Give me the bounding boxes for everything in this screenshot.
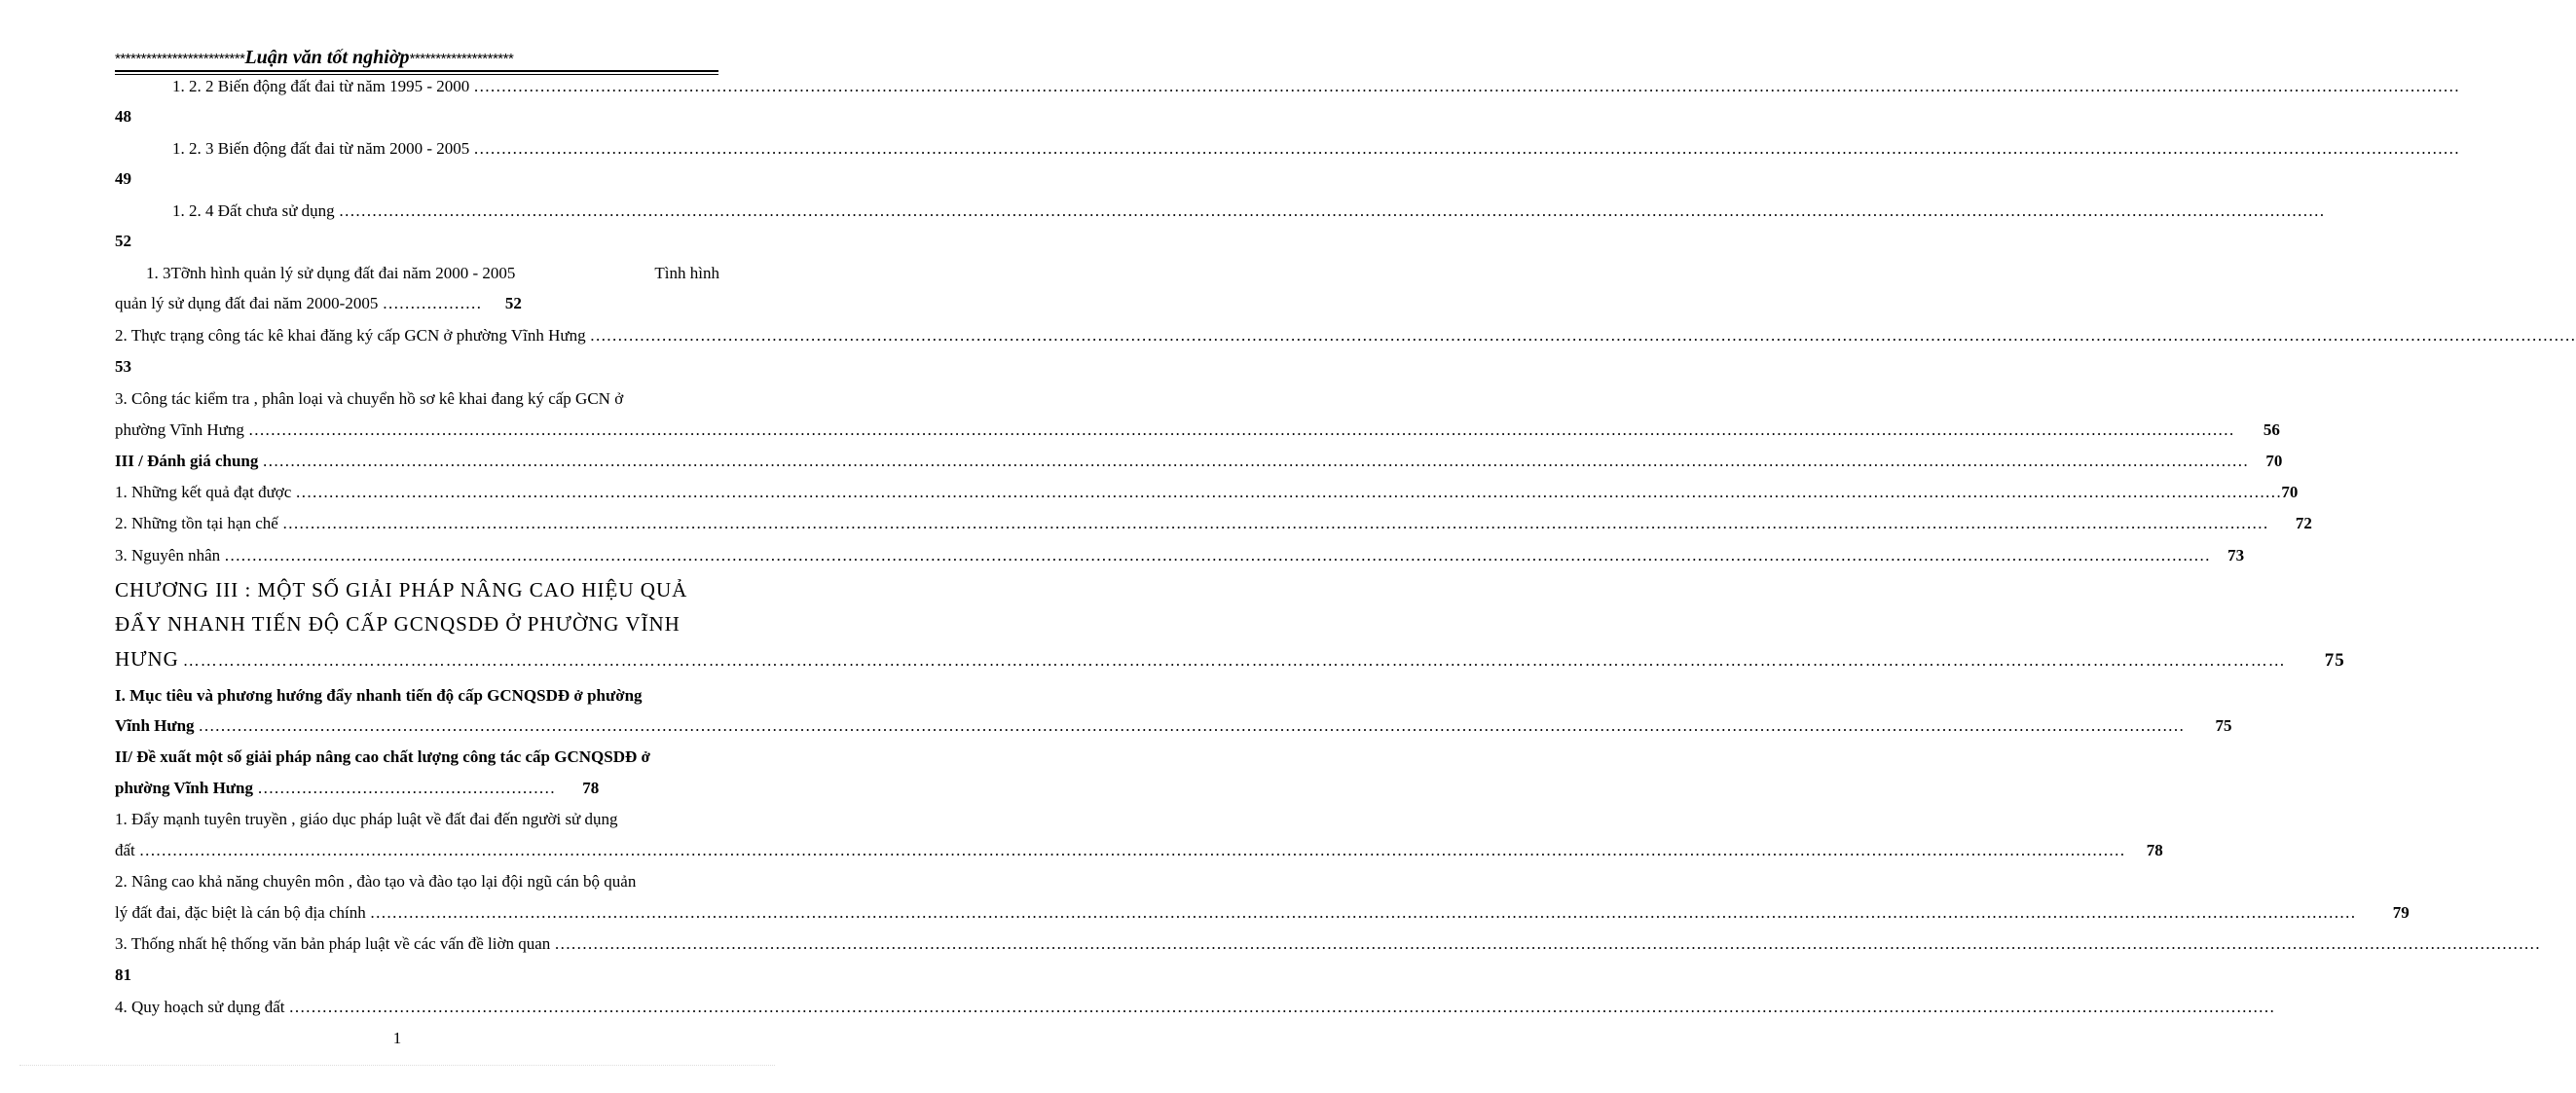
toc-entry[interactable]	[115, 511, 2312, 536]
toc-page: 78	[582, 779, 600, 797]
toc-leader: ………………………………………………………………………………………………………………………………………………………………………………………………………………………………………………………………………………………………………………………………	[295, 483, 2282, 501]
toc-page: 52	[504, 294, 522, 312]
header-stars-left: *************************	[115, 51, 245, 67]
toc-entry-text: III / Đánh giá chung	[115, 452, 259, 470]
toc-entry-text: 2. Những tồn tại hạn chế	[115, 514, 278, 532]
toc-entry-text: 3. Thống nhất hệ thống văn bản pháp luật về các vấn đề liờn quan	[115, 934, 551, 953]
toc-page: 75	[2215, 716, 2232, 735]
toc-leader: ………………………………………………………………………………………………………………………………………………………………………………………………………………………………………………………………………………………………………………………………	[182, 651, 2286, 670]
toc-entry-text-right: Tình hình	[654, 264, 719, 282]
toc-entry-cont[interactable]	[115, 713, 2232, 739]
toc-entry-text: 1. 2. 3 Biến động đất đai từ năm 2000 - 2005	[172, 139, 470, 158]
toc-entry-text: 1. Những kết quả đạt được	[115, 483, 292, 501]
toc-entry-text: đất	[115, 841, 135, 859]
toc-leader: ………………………………………………………………………………………………………………………………………………………………………………………………………………………………………………………………………………………………………………………………	[554, 934, 2541, 953]
toc-entry[interactable]	[115, 323, 2576, 348]
toc-leader: ………………………………………………………………………………………………………………………………………………………………………………………………………………………………………………………………………………………………………………………………	[247, 420, 2234, 439]
chapter-heading[interactable]: CHƯƠNG III : MỘT SỐ GIẢI PHÁP NÂNG CAO HIỆU QUẢ	[115, 578, 688, 601]
toc-entry[interactable]	[146, 261, 719, 286]
toc-entry-text: 2. Thực trạng công tác kê khai đăng ký cấp GCN ở phường Vĩnh Hưng	[115, 326, 586, 345]
toc-page: 48	[115, 107, 131, 126]
toc-leader: ………………………………………………………………………………………………………………………………………………………………………………………………………………………………………………………………………………………………………………………………	[473, 77, 2460, 95]
toc-entry-text: quản lý sử dụng đất đai năm 2000-2005	[115, 294, 379, 312]
toc-leader: ………………………………………………………………………………………………………………………………………………………………………………………………………………………………………………………………………………………………………………………………	[224, 546, 2211, 565]
toc-entry[interactable]	[115, 480, 2299, 505]
toc-page: 53	[115, 357, 131, 376]
toc-page: 70	[2265, 452, 2283, 470]
chapter-heading-cont[interactable]	[115, 643, 2345, 674]
toc-entry-text: lý đất đai, đặc biệt là cán bộ địa chính	[115, 903, 366, 922]
toc-leader: ………………………………………………………………………………………………………………………………………………………………………………………………………………………………………………………………………………………………………………………………	[198, 716, 2185, 735]
toc-entry-text: 1. 2. 4 Đất chưa sử dụng	[172, 201, 335, 220]
toc-page: 78	[2146, 841, 2163, 859]
toc-leader: ………………………………………………………………………………………………………………………………………………………………………………………………………………………………………………………………………………………………………………………………	[288, 998, 2275, 1016]
toc-entry-cont[interactable]	[115, 291, 572, 316]
toc-page: 81	[115, 965, 131, 984]
toc-page: 49	[115, 169, 131, 188]
running-header	[115, 47, 718, 68]
toc-entry[interactable]: 2. Nâng cao khả năng chuyên môn , đào tạo và đào tạo lại đội ngũ cán bộ quản	[115, 872, 637, 891]
chapter-heading-cont[interactable]: ĐẨY NHANH TIẾN ĐỘ CẤP GCNQSDĐ Ở PHƯỜNG VĨNH	[115, 612, 681, 636]
toc-leader: ………………………………………………………………………………………………………………………………………………………………………………………………………………………………………………………………………………………………………………………………	[262, 452, 2249, 470]
toc-entry[interactable]: 1. Đẩy mạnh tuyên truyền , giáo dục pháp luật về đất đai đến người sử dụng	[115, 810, 618, 828]
toc-entry[interactable]	[172, 199, 2325, 224]
toc-page: 79	[2392, 903, 2410, 922]
toc-page: 52	[115, 232, 131, 250]
header-stars-right: ********************	[409, 51, 514, 67]
toc-leader: ………………………………………………………………………………………………………………………………………………………………………………………………………………………………………………………………………………………………………………………………	[281, 514, 2268, 532]
toc-leader: ………………………………………………………………………………………………………………………………………………………………………………………………………………………………………………………………………………………………………………………………	[473, 139, 2460, 158]
toc-leader: ………………………………………………………………………………………………………………………………………………………………………………………………………………………………………………………………………………………………………………………………	[138, 841, 2125, 859]
toc-leader: ………………………………………………………………………………………………………………………………………………………………………………………………………………………………………………………………………………………………………………………………	[589, 326, 2576, 345]
toc-entry-cont[interactable]	[115, 418, 2280, 443]
toc-entry-cont[interactable]	[115, 838, 2163, 863]
toc-page: 73	[2227, 546, 2245, 565]
toc-entry[interactable]	[115, 449, 2283, 474]
toc-entry-text: 4. Quy hoạch sử dụng đất	[115, 998, 285, 1016]
toc-entry-cont[interactable]	[115, 900, 2410, 926]
toc-entry-text: phường Vĩnh Hưng	[115, 420, 244, 439]
toc-entry[interactable]	[115, 995, 2275, 1020]
toc-leader: ………………………………………………………………………………………………………………………………………………………………………………………………………………………………………………………………………………………………………………………………	[369, 903, 2356, 922]
toc-leader: ………………………………………………	[252, 779, 556, 797]
toc-leader: ………………………………………………………………………………………………………………………………………………………………………………………………………………………………………………………………………………………………………………………………	[338, 201, 2325, 220]
toc-entry[interactable]	[172, 136, 2460, 162]
toc-entry-text: 1. 2. 2 Biến động đất đai từ năm 1995 - 2000	[172, 77, 470, 95]
toc-entry[interactable]: II/ Đề xuất một số giải pháp nâng cao chất lượng công tác cấp GCNQSDĐ ở	[115, 747, 650, 766]
page-bottom-edge	[19, 1065, 775, 1066]
toc-leader: ………………	[378, 294, 486, 312]
toc-page: 72	[2295, 514, 2312, 532]
header-title: Luận văn tốt nghiờp	[244, 47, 410, 68]
toc-entry[interactable]: 3. Công tác kiểm tra , phân loại và chuyển hồ sơ kê khai đang ký cấp GCN ở	[115, 389, 624, 408]
toc-entry[interactable]	[172, 74, 2460, 99]
toc-page: 56	[2263, 420, 2280, 439]
toc-entry-text: 3. Nguyên nhân	[115, 546, 221, 565]
toc-entry-text: phường Vĩnh Hưng	[115, 779, 253, 797]
toc-entry-text: 1. 3Tỡnh hình quản lý sử dụng đất đai năm 2000 - 2005	[146, 264, 516, 282]
toc-entry[interactable]	[115, 543, 2245, 568]
toc-entry-text: Vĩnh Hưng	[115, 716, 195, 735]
toc-entry[interactable]: I. Mục tiêu và phương hướng đẩy nhanh tiến độ cấp GCNQSDĐ ở phường	[115, 686, 643, 705]
toc-entry-text: HƯNG	[115, 647, 179, 671]
toc-entry-cont[interactable]	[115, 776, 718, 801]
header-rule-thick	[115, 70, 718, 72]
toc-page: 70	[2281, 483, 2299, 501]
toc-page: 75	[2324, 650, 2345, 671]
toc-entry[interactable]	[115, 931, 2541, 957]
page-number: 1	[392, 1029, 402, 1047]
